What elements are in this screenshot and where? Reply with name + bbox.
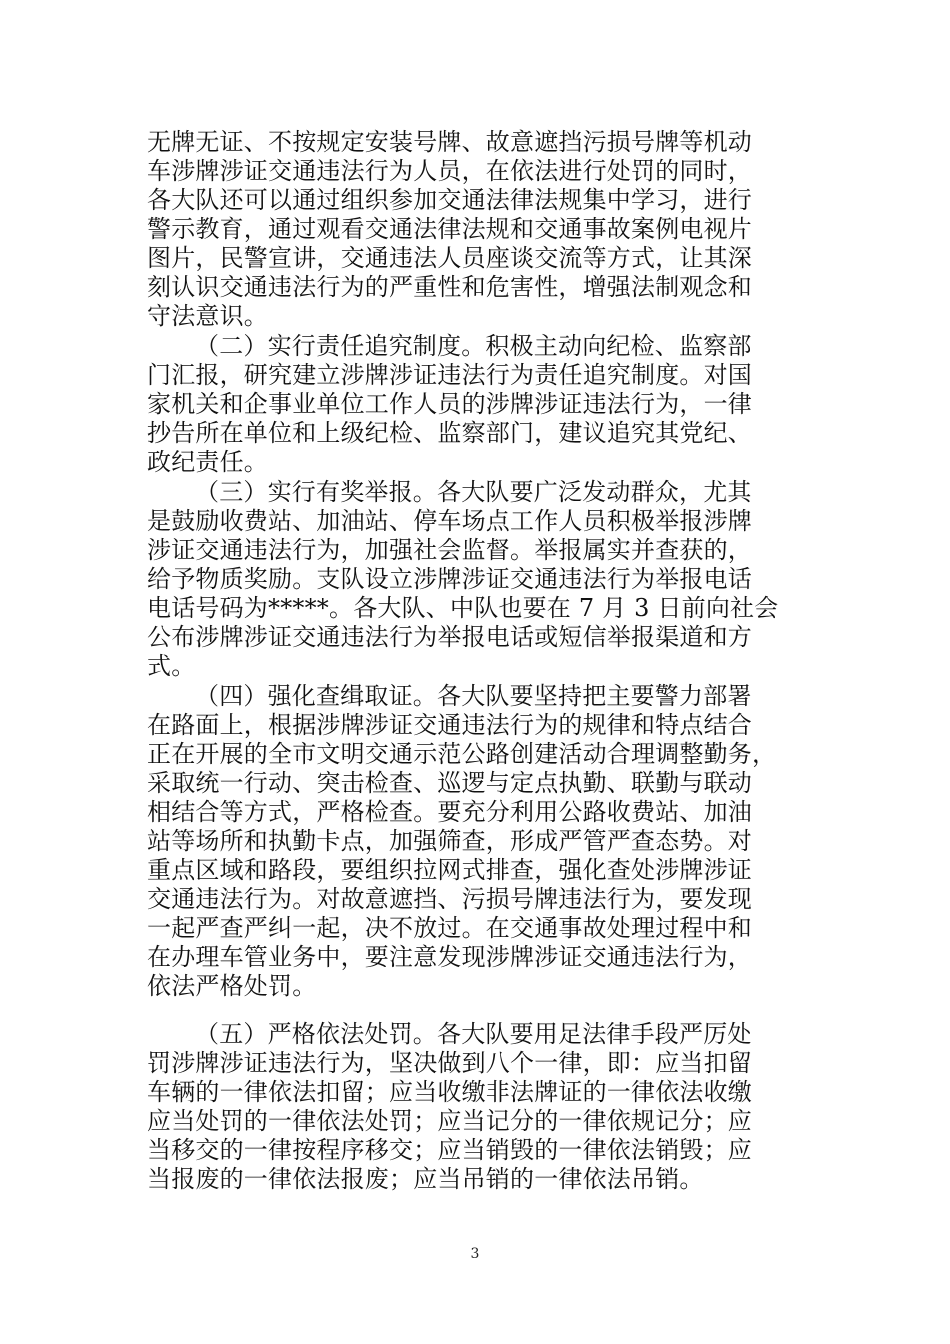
body-line: 在办理车管业务中，要注意发现涉牌涉证交通违法行为， bbox=[147, 943, 752, 971]
body-line: 门汇报，研究建立涉牌涉证违法行为责任追究制度。对国 bbox=[147, 361, 752, 389]
body-line: 依法严格处罚。 bbox=[147, 972, 317, 1000]
body-line: 式。 bbox=[147, 652, 196, 680]
body-line: 交通违法行为。对故意遮挡、污损号牌违法行为，要发现 bbox=[147, 885, 752, 913]
body-line: 采取统一行动、突击检查、巡逻与定点执勤、联勤与联动 bbox=[147, 769, 752, 797]
page-number: 3 bbox=[470, 1246, 480, 1262]
section-heading-line: （四）强化查缉取证。各大队要坚持把主要警力部署 bbox=[195, 682, 752, 710]
body-line: 罚涉牌涉证违法行为，坚决做到八个一律，即：应当扣留 bbox=[147, 1049, 752, 1077]
body-line: 车涉牌涉证交通违法行为人员，在依法进行处罚的同时， bbox=[147, 157, 752, 185]
section-heading-line: （二）实行责任追究制度。积极主动向纪检、监察部 bbox=[195, 332, 752, 360]
body-line: 一起严查严纠一起，决不放过。在交通事故处理过程中和 bbox=[147, 914, 752, 942]
body-line: 抄告所在单位和上级纪检、监察部门，建议追究其党纪、 bbox=[147, 419, 752, 447]
body-line: 刻认识交通违法行为的严重性和危害性，增强法制观念和 bbox=[147, 273, 752, 301]
body-line: 图片，民警宣讲，交通违法人员座谈交流等方式，让其深 bbox=[147, 244, 752, 272]
body-line: 涉证交通违法行为，加强社会监督。举报属实并查获的， bbox=[147, 536, 752, 564]
body-line: 家机关和企事业单位工作人员的涉牌涉证违法行为，一律 bbox=[147, 390, 752, 418]
body-line: 相结合等方式，严格检查。要充分利用公路收费站、加油 bbox=[147, 798, 752, 826]
section-heading-line: （三）实行有奖举报。各大队要广泛发动群众，尤其 bbox=[195, 478, 752, 506]
body-line: 车辆的一律依法扣留；应当收缴非法牌证的一律依法收缴 bbox=[147, 1078, 752, 1106]
body-line: 守法意识。 bbox=[147, 302, 268, 330]
body-line: 正在开展的全市文明交通示范公路创建活动合理调整勤务， bbox=[147, 740, 777, 768]
body-line: 重点区域和路段，要组织拉网式排查，强化查处涉牌涉证 bbox=[147, 856, 752, 884]
body-line: 当报废的一律依法报废；应当吊销的一律依法吊销。 bbox=[147, 1165, 704, 1193]
body-line: 政纪责任。 bbox=[147, 448, 268, 476]
body-line: 在路面上，根据涉牌涉证交通违法行为的规律和特点结合 bbox=[147, 711, 752, 739]
body-line: 各大队还可以通过组织参加交通法律法规集中学习，进行 bbox=[147, 186, 752, 214]
body-line: 应当处罚的一律依法处罚；应当记分的一律依规记分；应 bbox=[147, 1107, 752, 1135]
body-line: 公布涉牌涉证交通违法行为举报电话或短信举报渠道和方 bbox=[147, 623, 752, 651]
body-line: 站等场所和执勤卡点，加强筛查，形成严管严查态势。对 bbox=[147, 827, 752, 855]
body-line: 给予物质奖励。支队设立涉牌涉证交通违法行为举报电话 bbox=[147, 565, 752, 593]
body-line: 警示教育，通过观看交通法律法规和交通事故案例电视片 bbox=[147, 215, 752, 243]
body-line: 是鼓励收费站、加油站、停车场点工作人员积极举报涉牌 bbox=[147, 507, 752, 535]
body-line: 无牌无证、不按规定安装号牌、故意遮挡污损号牌等机动 bbox=[147, 128, 752, 156]
body-line: 当移交的一律按程序移交；应当销毁的一律依法销毁；应 bbox=[147, 1136, 752, 1164]
body-line: 电话号码为*****。各大队、中队也要在 7 月 3 日前向社会 bbox=[147, 594, 779, 622]
section-heading-line: （五）严格依法处罚。各大队要用足法律手段严厉处 bbox=[195, 1020, 752, 1048]
